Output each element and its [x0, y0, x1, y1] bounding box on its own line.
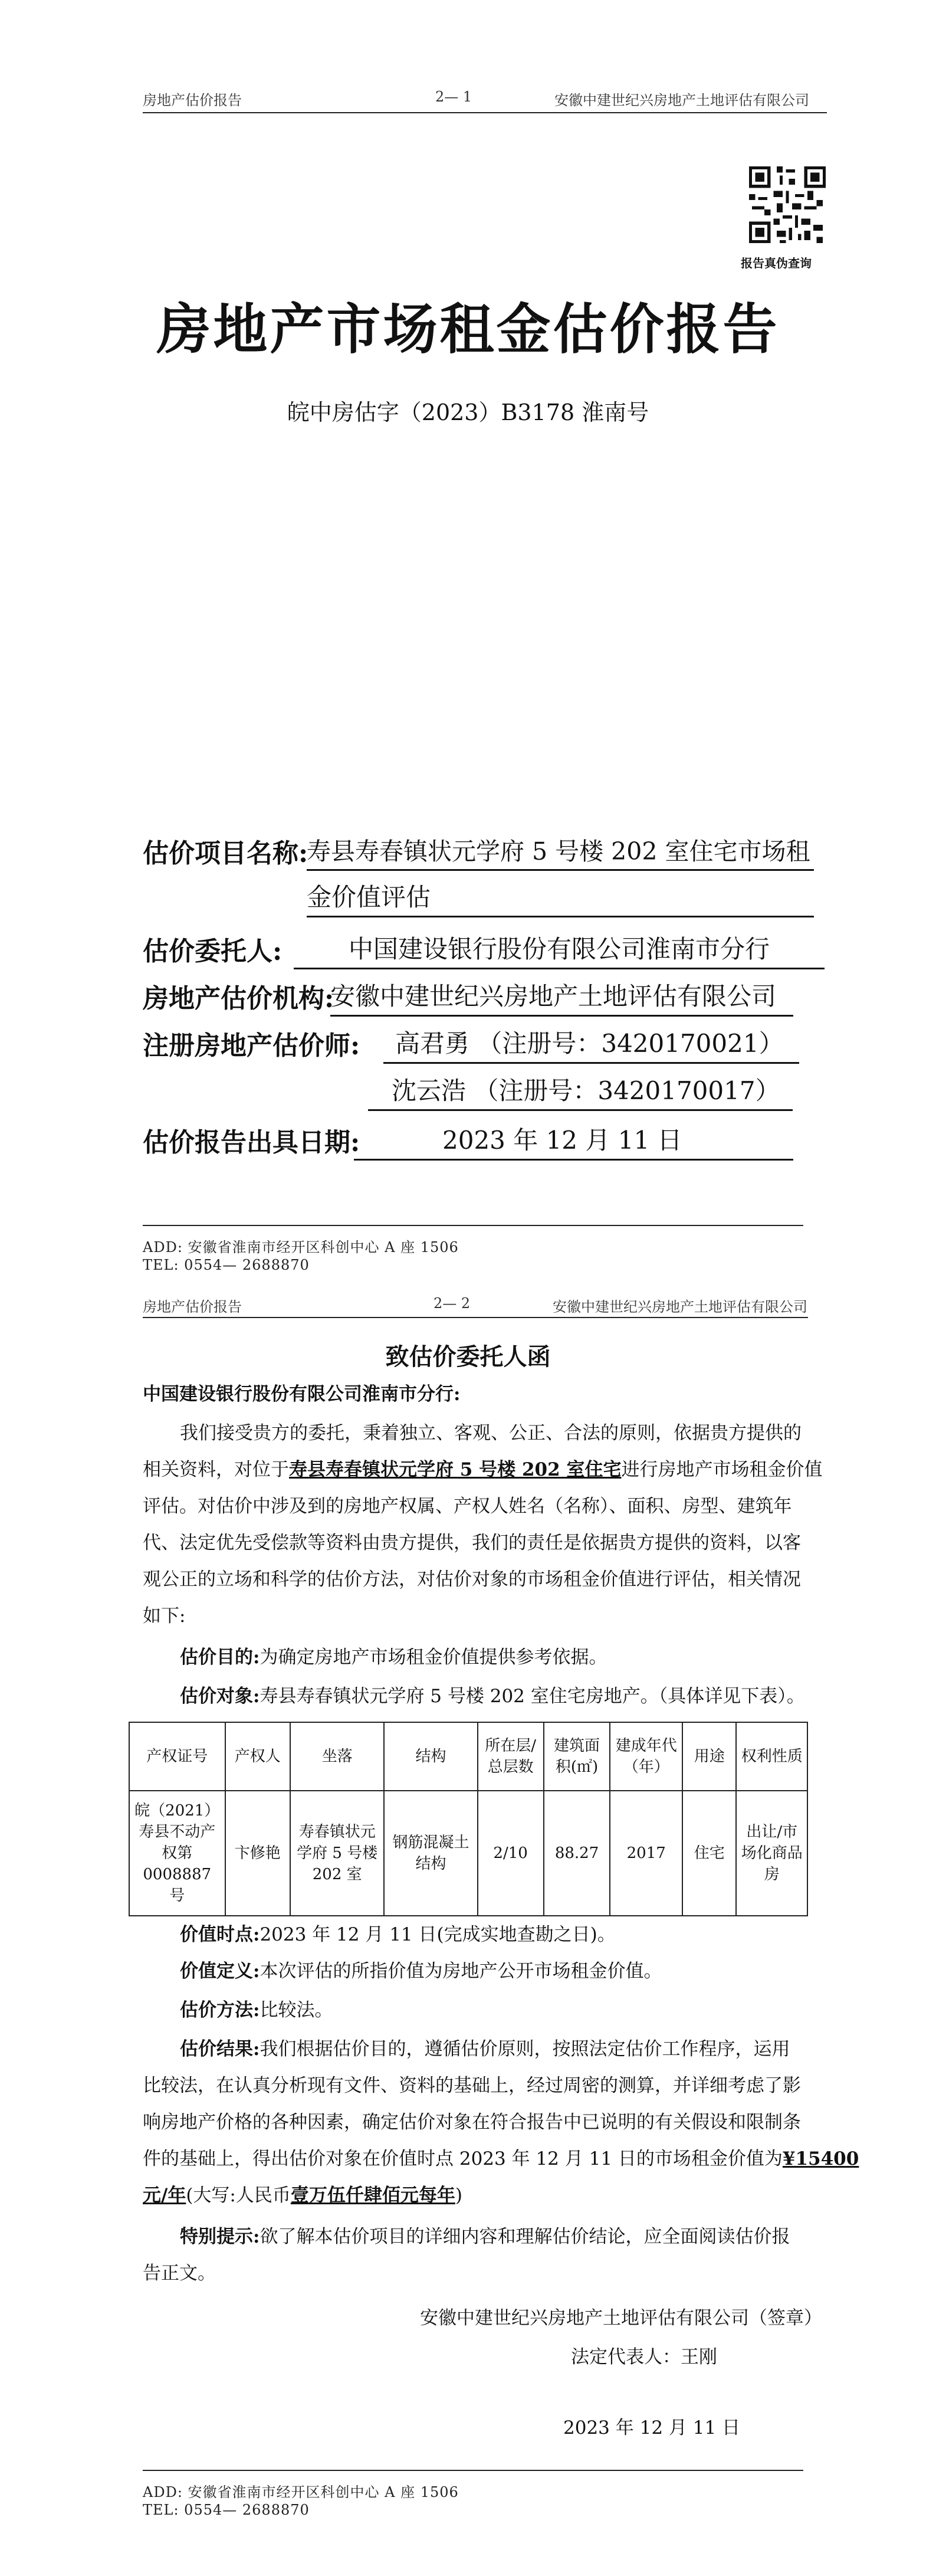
td-year: 2017	[610, 1791, 682, 1916]
purpose-line: 估价目的:为确定房地产市场租金价值提供参考依据。	[180, 1647, 607, 1668]
th-owner: 产权人	[225, 1722, 291, 1791]
appraiser-1-value: 高君勇 （注册号：3420170021）	[383, 1024, 799, 1064]
result-line-3: 响房地产价格的各种因素，确定估价对象在符合报告中已说明的有关假设和限制条	[143, 2112, 801, 2133]
page1-footer-rule	[143, 1225, 803, 1226]
page2-header-page: 2— 2	[433, 1295, 471, 1312]
th-right: 权利性质	[736, 1722, 807, 1791]
value-time-line: 价值时点:2023 年 12 月 11 日(完成实地查勘之日)。	[180, 1924, 616, 1945]
page2-footer-tel: TEL: 0554— 2688870	[143, 2502, 310, 2518]
intro-line-6: 如下:	[143, 1605, 186, 1627]
td-location: 寿春镇状元学府 5 号楼 202 室	[290, 1791, 384, 1916]
report-number: 皖中房估字（2023）B3178 淮南号	[287, 399, 649, 425]
method-line: 估价方法:比较法。	[180, 2000, 333, 2021]
td-cert: 皖（2021）寿县不动产权第 0008887 号	[129, 1791, 225, 1916]
result-line-2: 比较法，在认真分析现有文件、资料的基础上，经过周密的测算，并详细考虑了影	[143, 2075, 801, 2096]
page1-footer-tel: TEL: 0554— 2688870	[143, 1257, 310, 1273]
appraiser-2-value: 沈云浩 （注册号：3420170017）	[368, 1071, 793, 1111]
td-right: 出让/市场化商品房	[736, 1791, 807, 1916]
issue-date-label: 估价报告出具日期:	[143, 1128, 360, 1158]
td-floor: 2/10	[478, 1791, 544, 1916]
agency-label: 房地产估价机构:	[143, 984, 334, 1014]
appraiser-label: 注册房地产估价师:	[143, 1031, 360, 1061]
project-name-label: 估价项目名称:	[143, 838, 308, 869]
intro-line-4: 代、法定优先受偿款等资料由贵方提供，我们的责任是依据贵方提供的资料，以客	[143, 1532, 801, 1554]
qr-code-icon	[749, 166, 826, 243]
agency-value: 安徽中建世纪兴房地产土地评估有限公司	[330, 977, 793, 1017]
th-location: 坐落	[290, 1722, 384, 1791]
qr-caption: 报告真伪查询	[741, 256, 812, 270]
company-signature: 安徽中建世纪兴房地产土地评估有限公司（签章）	[420, 2308, 822, 2329]
result-value-amount: ¥15400	[782, 2148, 859, 2169]
th-usage: 用途	[682, 1722, 736, 1791]
letter-addressee: 中国建设银行股份有限公司淮南市分行:	[143, 1384, 461, 1405]
issue-date-value: 2023 年 12 月 11 日	[354, 1121, 793, 1161]
th-cert: 产权证号	[129, 1722, 225, 1791]
intro-line-5: 观公正的立场和科学的估价方法，对估价对象的市场租金价值进行评估，相关情况	[143, 1569, 801, 1590]
td-area: 88.27	[544, 1791, 610, 1916]
client-value: 中国建设银行股份有限公司淮南市分行	[294, 930, 825, 969]
th-floor: 所在层/总层数	[478, 1722, 544, 1791]
page1-header-right: 安徽中建世纪兴房地产土地评估有限公司	[554, 92, 809, 109]
table-row	[129, 1791, 807, 1916]
legal-representative: 法定代表人：王刚	[571, 2346, 717, 2368]
th-structure: 结构	[384, 1722, 477, 1791]
page1-header-rule	[143, 112, 827, 113]
page1-footer-address: ADD: 安徽省淮南市经开区科创中心 A 座 1506	[143, 1239, 459, 1256]
page2-footer-rule	[143, 2470, 803, 2471]
th-year: 建成年代（年）	[610, 1722, 682, 1791]
td-usage: 住宅	[682, 1791, 736, 1916]
report-title: 房地产市场租金估价报告	[156, 297, 780, 361]
signature-date: 2023 年 12 月 11 日	[563, 2417, 741, 2439]
value-definition-line: 价值定义:本次评估的所指价值为房地产公开市场租金价值。	[180, 1961, 662, 1982]
result-line-1: 估价结果:我们根据估价目的，遵循估价原则，按照法定估价工作程序，运用	[180, 2038, 790, 2060]
intro-line-2: 相关资料，对位于寿县寿春镇状元学府 5 号楼 202 室住宅进行房地产市场租金价值	[143, 1459, 823, 1480]
page2-header-right: 安徽中建世纪兴房地产土地评估有限公司	[553, 1299, 807, 1315]
project-name-value-1: 寿县寿春镇状元学府 5 号楼 202 室住宅市场租	[307, 832, 814, 871]
client-label: 估价委托人:	[143, 936, 283, 966]
page2-header-rule	[143, 1317, 808, 1318]
object-line: 估价对象:寿县寿春镇状元学府 5 号楼 202 室住宅房地产。（具体详见下表）。	[180, 1686, 805, 1707]
td-structure: 钢筋混凝土结构	[384, 1791, 477, 1916]
note-line-2: 告正文。	[143, 2263, 216, 2284]
page1-header-left: 房地产估价报告	[143, 92, 242, 109]
note-line-1: 特别提示:欲了解本估价项目的详细内容和理解估价结论，应全面阅读估价报	[180, 2226, 790, 2247]
intro-line-3: 评估。对估价中涉及到的房地产权属、产权人姓名（名称）、面积、房型、建筑年	[143, 1496, 792, 1517]
page2-header-left: 房地产估价报告	[143, 1299, 242, 1315]
intro-line-1: 我们接受贵方的委托，秉着独立、客观、公正、合法的原则，依据贵方提供的	[180, 1423, 802, 1444]
letter-heading: 致估价委托人函	[385, 1343, 551, 1371]
project-name-value-2: 金价值评估	[307, 878, 814, 917]
table-header-row	[129, 1722, 807, 1791]
page1-header-page: 2— 1	[435, 89, 472, 105]
result-line-5: 元/年(大写:人民币壹万伍仟肆佰元每年)	[143, 2185, 462, 2206]
page2-footer-address: ADD: 安徽省淮南市经开区科创中心 A 座 1506	[143, 2484, 459, 2500]
th-area: 建筑面积(㎡)	[544, 1722, 610, 1791]
td-owner: 卞修艳	[225, 1791, 291, 1916]
intro-property-address: 寿县寿春镇状元学府 5 号楼 202 室住宅	[289, 1459, 622, 1480]
result-line-4: 件的基础上，得出估价对象在价值时点 2023 年 12 月 11 日的市场租金价值为¥15400	[143, 2148, 859, 2169]
result-value-in-words: 壹万伍仟肆佰元每年	[290, 2185, 455, 2206]
property-table	[129, 1722, 808, 1916]
